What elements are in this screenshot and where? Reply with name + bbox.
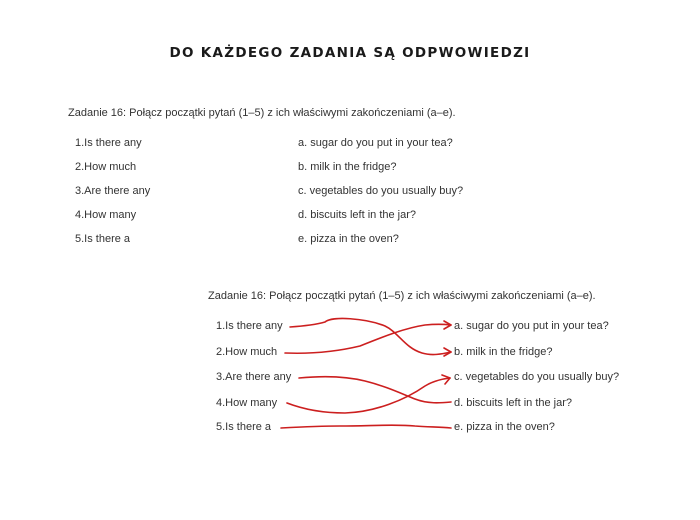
answer-beginning-5: 5.Is there a — [216, 421, 272, 433]
answer-beginning-1: 1.Is there any — [216, 320, 283, 332]
answer-ending-b: b. milk in the fridge? — [454, 346, 553, 358]
arrowhead-c — [442, 375, 450, 384]
exercise-instruction: Zadanie 16: Połącz początki pytań (1–5) z ich właściwymi zakończeniami (a–e). — [68, 107, 456, 119]
answer-ending-c: c. vegetables do you usually buy? — [454, 371, 620, 383]
line-3-to-d — [299, 377, 451, 403]
exercise-beginning-2: 2.How much — [75, 161, 137, 173]
arrowhead-b — [444, 348, 451, 356]
page-title: DO KAŻDEGO ZADANIA SĄ ODPWOWIEDZI — [169, 45, 531, 61]
line-1-to-b — [290, 319, 451, 355]
exercise-ending-c: c. vegetables do you usually buy? — [298, 185, 464, 197]
arrowhead-a — [444, 321, 451, 329]
exercise-ending-a: a. sugar do you put in your tea? — [298, 137, 453, 149]
line-2-to-a — [285, 324, 451, 353]
exercise-ending-b: b. milk in the fridge? — [298, 161, 397, 173]
answer-ending-d: d. biscuits left in the jar? — [454, 397, 573, 409]
exercise-beginning-5: 5.Is there a — [75, 233, 131, 245]
line-5-to-e — [281, 425, 451, 428]
exercise-beginning-1: 1.Is there any — [75, 137, 142, 149]
line-4-to-c — [287, 378, 450, 413]
answer-beginning-4: 4.How many — [216, 397, 278, 409]
answer-lines-group — [281, 319, 451, 428]
answer-ending-a: a. sugar do you put in your tea? — [454, 320, 609, 332]
answer-instruction: Zadanie 16: Połącz początki pytań (1–5) z ich właściwymi zakończeniami (a–e). — [208, 290, 596, 302]
exercise-ending-e: e. pizza in the oven? — [298, 233, 399, 245]
exercise-beginning-4: 4.How many — [75, 209, 137, 221]
answer-ending-e: e. pizza in the oven? — [454, 421, 555, 433]
answer-beginning-2: 2.How much — [216, 346, 278, 358]
answer-beginning-3: 3.Are there any — [216, 371, 292, 383]
exercise-beginning-3: 3.Are there any — [75, 185, 151, 197]
exercise-ending-d: d. biscuits left in the jar? — [298, 209, 417, 221]
